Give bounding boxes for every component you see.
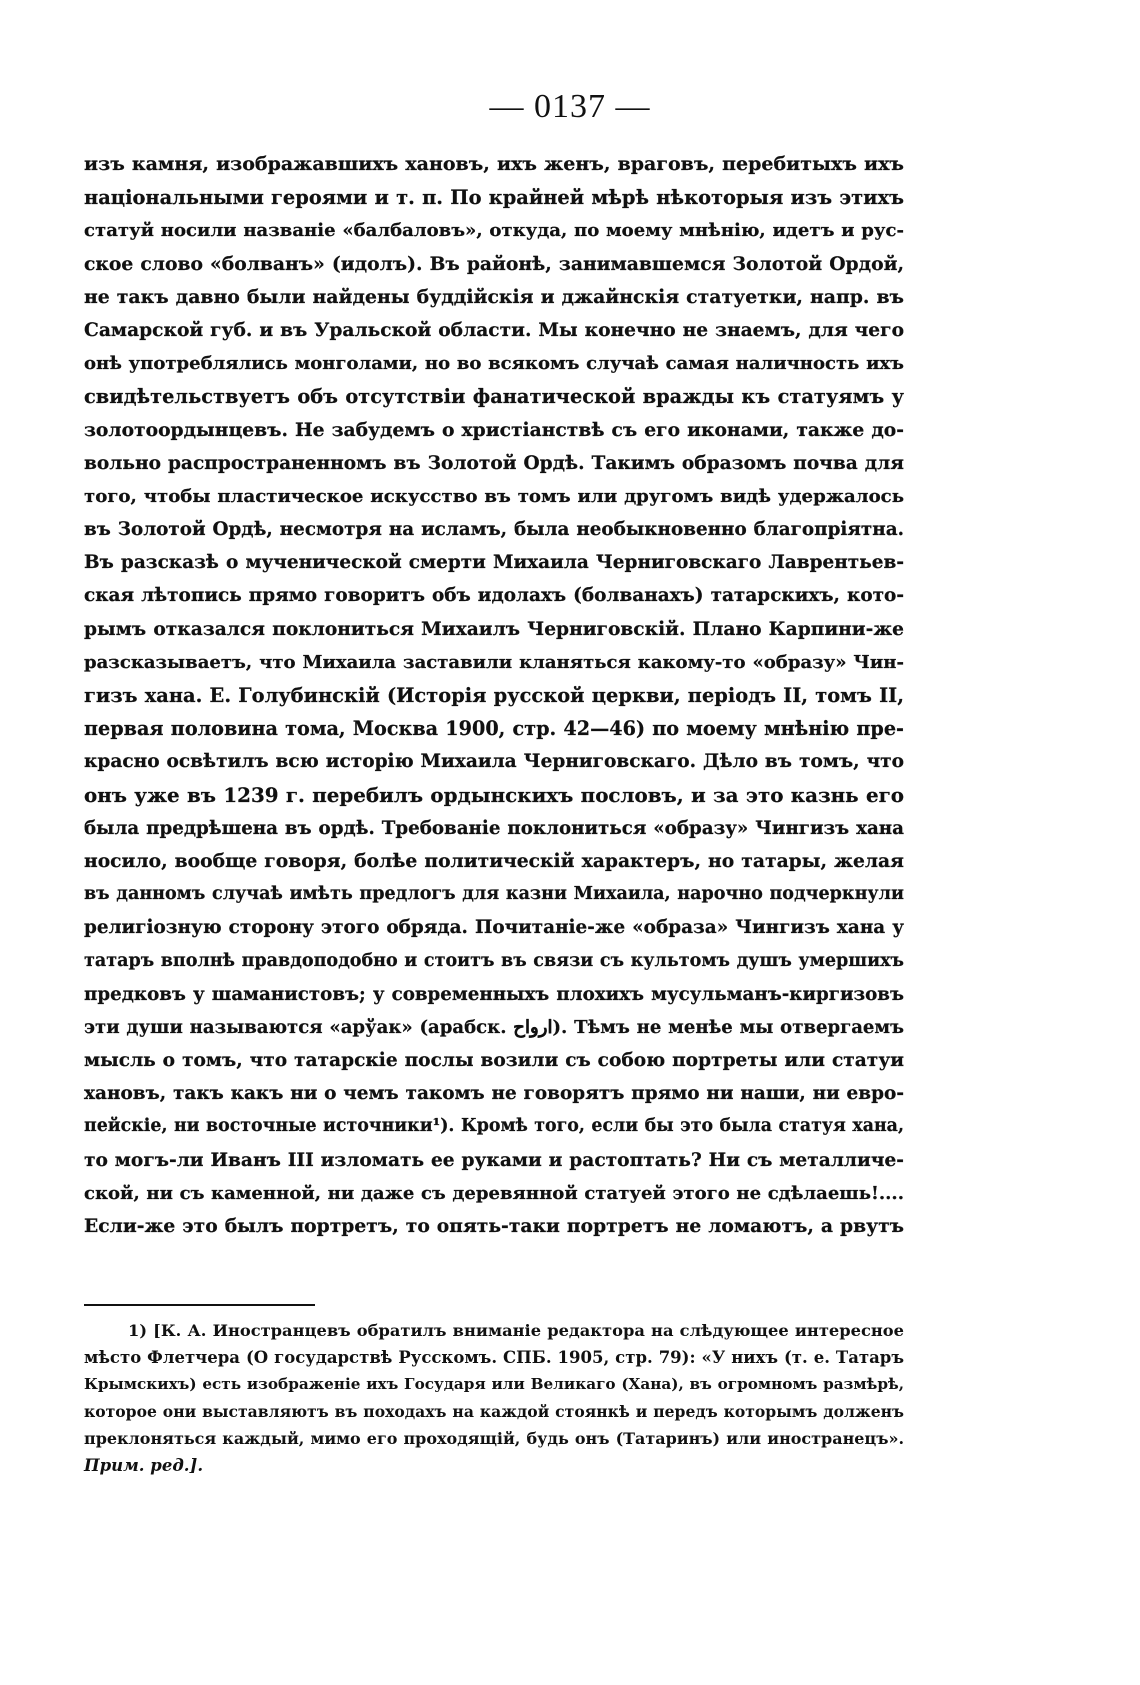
text-line: мысль о томъ, что татарскіе послы возили съ собою портреты или статуи xyxy=(84,1050,904,1072)
text-line: Если-же это былъ портретъ, то опять-таки портретъ не ломаютъ, а рвутъ xyxy=(84,1215,904,1237)
text-line: золотоордынцевъ. Не забудемъ о христіанствѣ съ его иконами, также до- xyxy=(84,418,904,441)
text-line: то могъ-ли Иванъ III изломать ее руками и растоптать? Ни съ металличе- xyxy=(84,1149,904,1171)
text-line: національными героями и т. п. По крайней мѣрѣ нѣкоторыя изъ этихъ xyxy=(84,186,904,210)
footnote-line: преклоняться каждый, мимо его проходящій, будь онъ (Татаринъ) или иностранецъ». xyxy=(84,1429,904,1448)
text-line: носило, вообще говоря, болѣе политическій характеръ, но татары, желая xyxy=(84,849,904,872)
text-line: ская лѣтопись прямо говоритъ объ идолахъ (болванахъ) татарскихъ, кото- xyxy=(84,585,904,607)
text-line: не такъ давно были найдены буддійскія и джайнскія статуетки, напр. въ xyxy=(84,285,904,308)
text-line: того, чтобы пластическое искусство въ томъ или другомъ видѣ удержалось xyxy=(84,485,904,507)
text-line: Самарской губ. и въ Уральской области. Мы конечно не знаемъ, для чего xyxy=(84,319,904,341)
text-line: онъ уже въ 1239 г. перебилъ ордынскихъ пословъ, и за это казнь его xyxy=(84,782,904,807)
text-line: ской, ни съ каменной, ни даже съ деревянной статуей этого не сдѣлаешь!.... xyxy=(84,1182,904,1204)
text-line: была предрѣшена въ ордѣ. Требованіе поклониться «образу» Чингизъ хана xyxy=(84,817,904,839)
text-line: статуй носили названіе «балбаловъ», откуда, по моему мнѣнію, идетъ и рус- xyxy=(84,220,904,242)
text-line: эти души называются «арўак» (арабск. ارواح). Тѣмъ не менѣе мы отвергаемъ xyxy=(84,1016,905,1038)
text-line: рымъ отказался поклониться Михаилъ Черниговскій. Плано Карпини-же xyxy=(84,618,904,640)
footnote-line: Крымскихъ) есть изображеніе ихъ Государя или Великаго (Хана), въ огромномъ размѣрѣ, xyxy=(84,1375,904,1393)
text-line: Въ разсказѣ о мученической смерти Михаила Черниговскаго Лаврентьев- xyxy=(84,552,904,574)
footnote-line: которое они выставляютъ въ походахъ на каждой стоянкѣ и передъ которымъ долженъ xyxy=(84,1402,904,1421)
text-line: гизъ хана. Е. Голубинскій (Исторія русской церкви, періодъ II, томъ II, xyxy=(84,684,904,707)
footnote-line: Прим. ред.]. xyxy=(84,1456,204,1475)
text-line: въ данномъ случаѣ имѣть предлогъ для казни Михаила, нарочно подчеркнули xyxy=(84,884,904,905)
footnote-line: мѣсто Флетчера (О государствѣ Русскомъ. СПБ. 1905, стр. 79): «У нихъ (т. е. Татаръ xyxy=(84,1348,904,1367)
text-line: религіозную сторону этого обряда. Почитаніе-же «образа» Чингизъ хана у xyxy=(84,917,904,939)
text-line: красно освѣтилъ всю исторію Михаила Черниговскаго. Дѣло въ томъ, что xyxy=(84,751,904,773)
text-line: первая половина тома, Москва 1900, стр. 42—46) по моему мнѣнію пре- xyxy=(84,717,904,741)
text-line: вольно распространенномъ въ Золотой Ордѣ. Такимъ образомъ почва для xyxy=(84,452,904,474)
footnote-line: 1) [К. А. Иностранцевъ обратилъ вниманіе редактора на слѣдующее интересное xyxy=(128,1321,904,1340)
page-number: — 0137 — xyxy=(489,88,651,125)
text-line: разсказываетъ, что Михаила заставили кланяться какому-то «образу» Чин- xyxy=(84,651,904,673)
text-line: свидѣтельствуетъ объ отсутствіи фанатической вражды къ статуямъ у xyxy=(84,385,904,409)
text-line: ское слово «болванъ» (идолъ). Въ районѣ, занимавшемся Золотой Ордой, xyxy=(84,252,904,275)
footnote-divider xyxy=(84,1304,315,1306)
text-line: пейскіе, ни восточные источники¹). Кромѣ того, если бы это была статуя хана, xyxy=(84,1116,904,1137)
text-line: онѣ употреблялись монголами, но во всякомъ случаѣ самая наличность ихъ xyxy=(84,353,904,375)
text-line: предковъ у шаманистовъ; у современныхъ плохихъ мусульманъ-киргизовъ xyxy=(84,983,904,1005)
main-text xyxy=(84,148,904,1243)
text-line: въ Золотой Ордѣ, несмотря на исламъ, была необыкновенно благопріятна. xyxy=(84,519,904,541)
text-line: изъ камня, изображавшихъ хановъ, ихъ женъ, враговъ, перебитыхъ ихъ xyxy=(84,153,904,175)
text-line: татаръ вполнѣ правдоподобно и стоитъ въ связи съ культомъ душъ умершихъ xyxy=(84,950,904,971)
footnote xyxy=(84,1317,904,1479)
text-line: хановъ, такъ какъ ни о чемъ такомъ не говорятъ прямо ни наши, ни евро- xyxy=(84,1083,904,1105)
